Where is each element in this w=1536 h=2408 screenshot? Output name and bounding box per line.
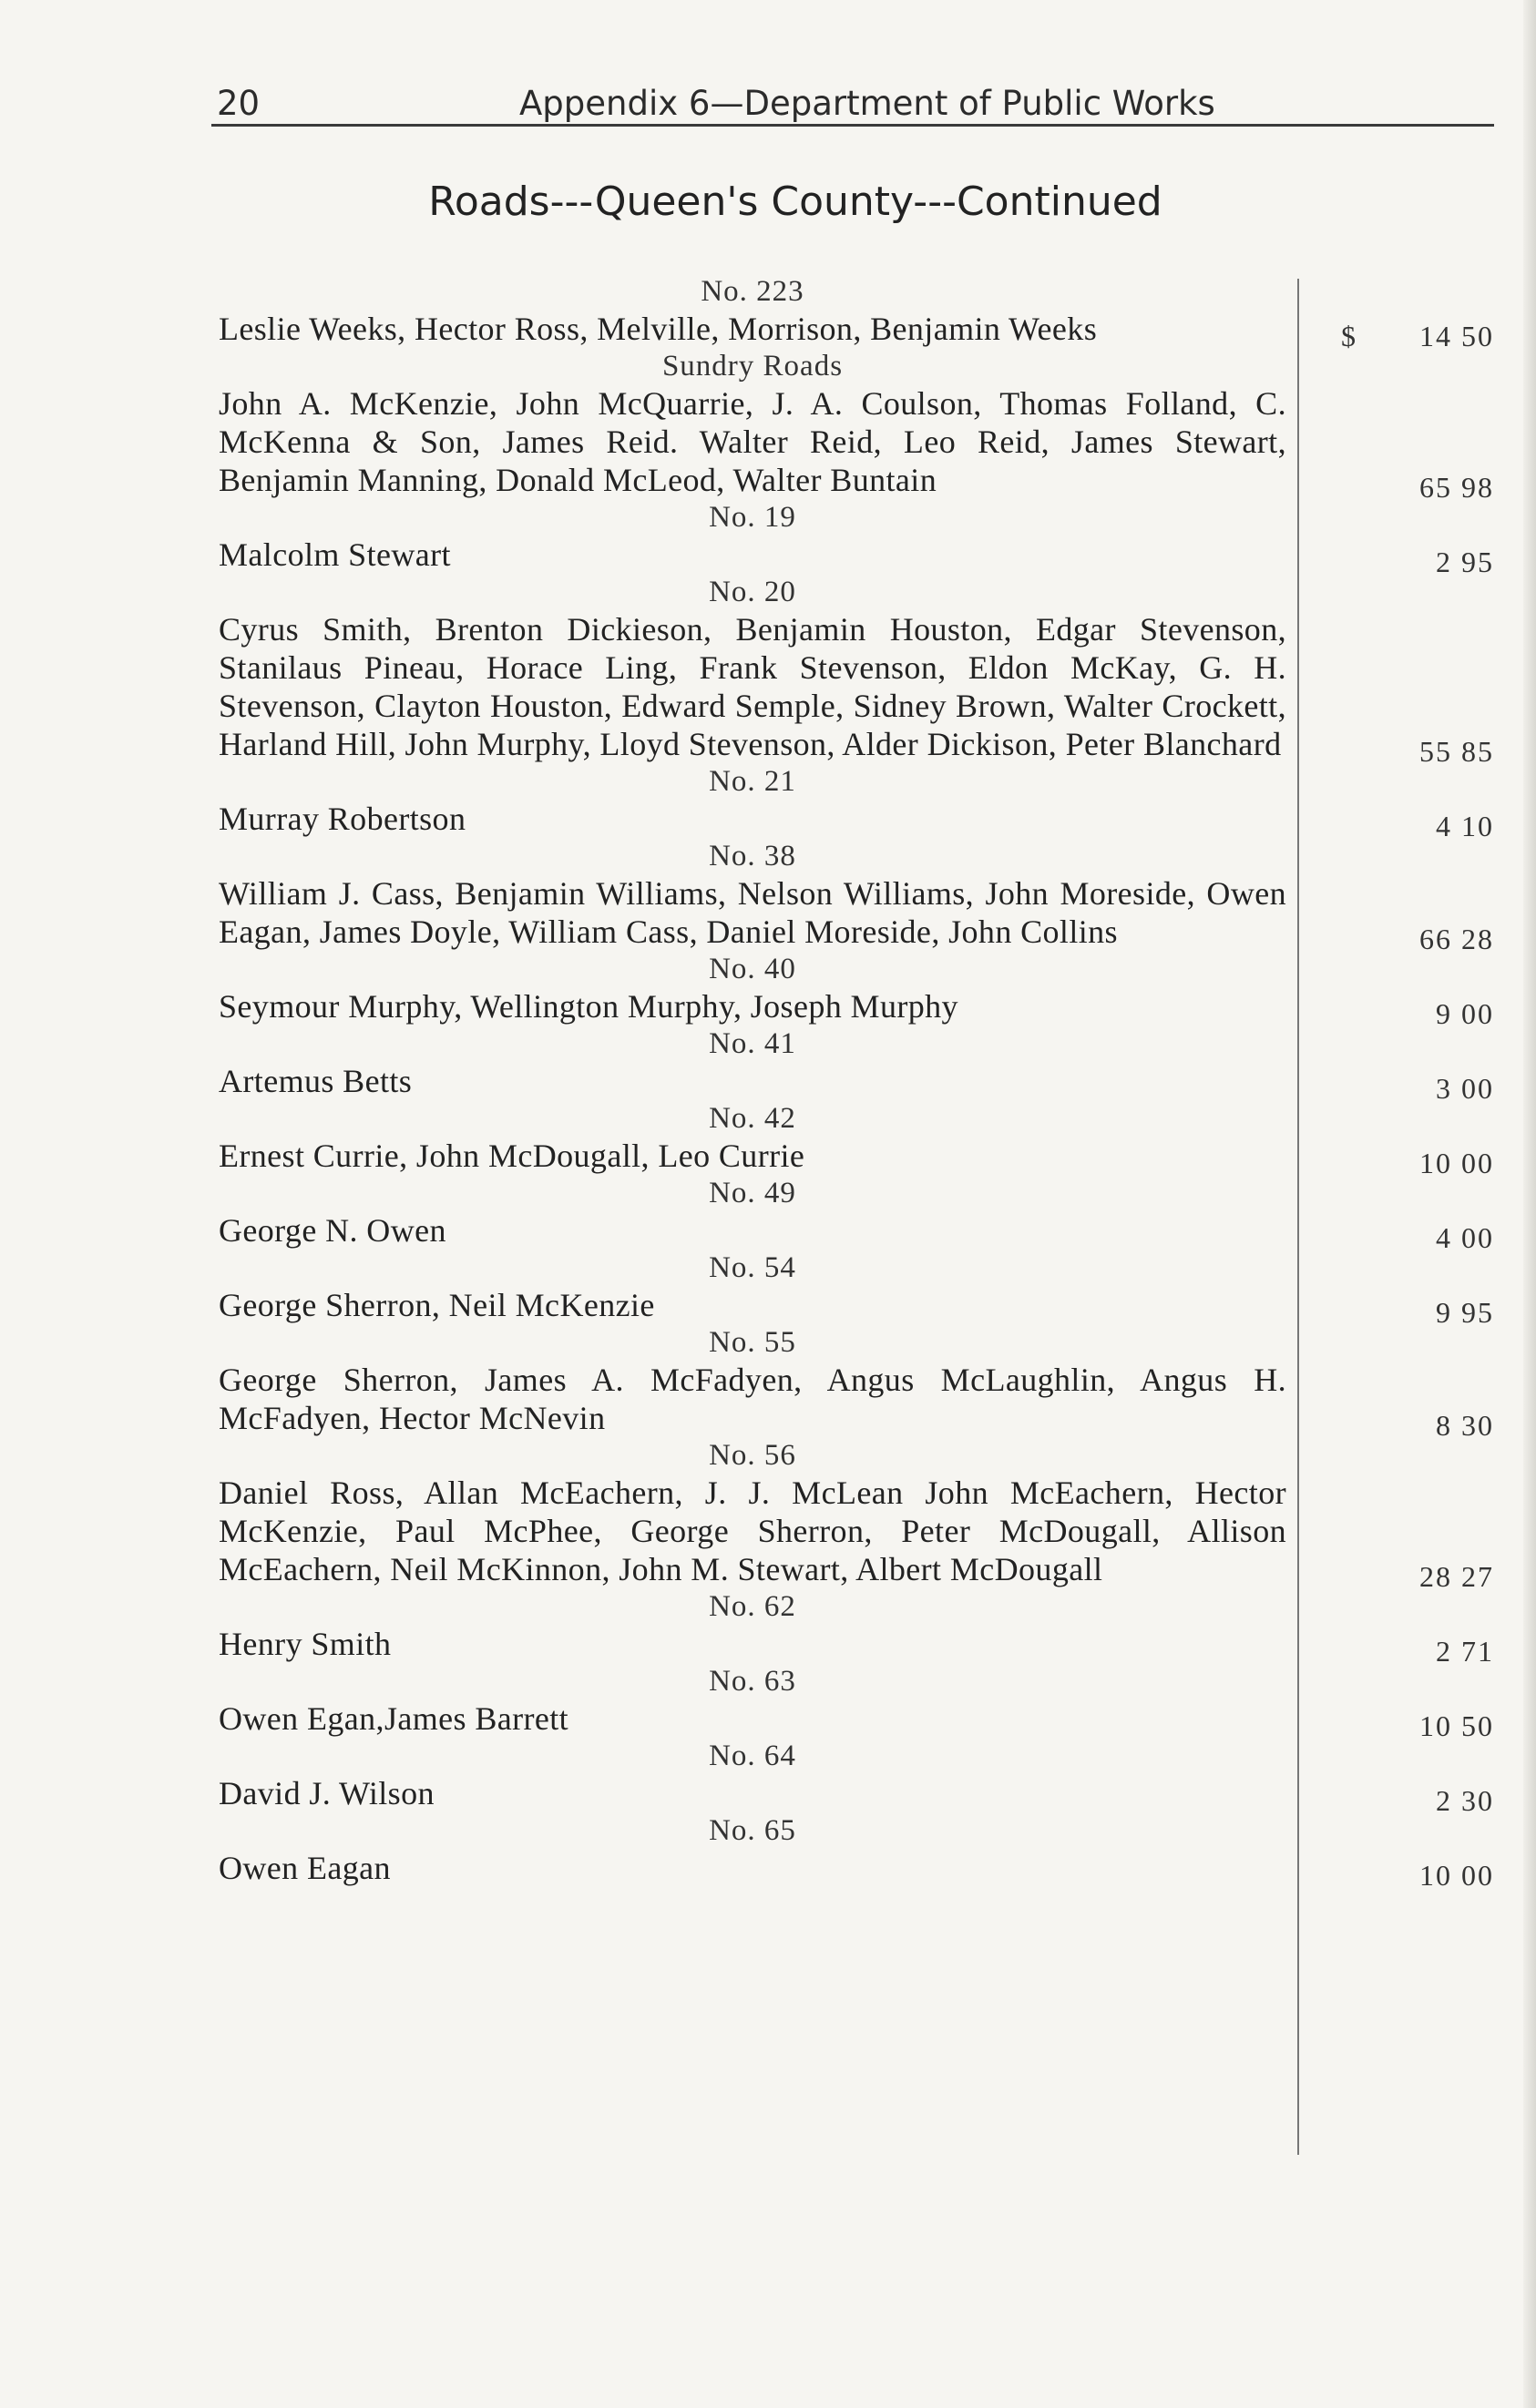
entry-names: Leslie Weeks, Hector Ross, Melville, Morrison, Benjamin Weeks (219, 311, 1098, 347)
list-item (219, 1663, 1494, 1742)
list-item (219, 1100, 1494, 1179)
list-item (219, 348, 1494, 504)
entry-names: Malcolm Stewart (219, 536, 451, 573)
entry-amount: 4 10 (1436, 810, 1494, 842)
entry-names: George Sherron, James A. McFadyen, Angus McLaughlin, Angus H. McFadyen, Hector McNevin (219, 1362, 1286, 1436)
list-item (219, 1588, 1494, 1668)
entry-names: George N. Owen (219, 1212, 446, 1249)
road-number: No. 54 (709, 1251, 796, 1284)
road-number: No. 21 (709, 765, 796, 798)
road-number: No. 65 (709, 1814, 796, 1847)
entry-amount: 3 00 (1436, 1072, 1494, 1105)
entry-amount: 10 00 (1419, 1859, 1494, 1892)
page-edge (1523, 0, 1536, 2408)
road-number: No. 40 (709, 953, 796, 985)
entry-amount: 2 95 (1436, 546, 1494, 578)
list-item (219, 273, 1494, 352)
entry-names: Cyrus Smith, Brenton Dickieson, Benjamin Houston, Edgar Stevenson, Stanilaus Pineau, Horace Ling, Frank Stevenson, Eldon McKay, G. H. Stevenson, Clayton Houston, Edward Semple, Sidney Brown, Walter Crockett, Harland Hill, John Murphy, Lloyd Stevenson, Alder Dickison, Peter Blanchard (219, 611, 1286, 762)
entry-names: Seymour Murphy, Wellington Murphy, Joseph Murphy (219, 988, 958, 1025)
entry-names: Murray Robertson (219, 801, 466, 837)
section-title: Roads---Queen's County---Continued (428, 179, 1162, 225)
entry-names: Owen Eagan (219, 1850, 391, 1886)
entry-amount: 10 00 (1419, 1147, 1494, 1179)
road-number: No. 63 (709, 1665, 796, 1698)
entry-amount: 14 50 (1419, 320, 1494, 352)
running-head: Appendix 6—Department of Public Works (519, 84, 1215, 123)
road-number: Sundry Roads (661, 350, 844, 383)
road-number: No. 41 (709, 1027, 796, 1060)
road-number: No. 38 (709, 840, 796, 872)
entry-amount: 2 30 (1436, 1784, 1494, 1817)
entry-amount: 66 28 (1419, 923, 1494, 955)
list-item (219, 574, 1494, 768)
list-item (219, 1025, 1494, 1105)
road-number: No. 56 (709, 1439, 796, 1472)
page-header (217, 77, 1501, 131)
list-item (219, 1324, 1494, 1442)
list-item (219, 1437, 1494, 1593)
entry-names: Daniel Ross, Allan McEachern, J. J. McLean John McEachern, Hector McKenzie, Paul McPhee, George Sherron, Peter McDougall, Allison McEachern, Neil McKinnon, John M. Stewart, Albert McDougall (219, 1474, 1286, 1587)
entry-amount: 9 95 (1436, 1296, 1494, 1329)
entries-list (219, 273, 1494, 1892)
entry-names: John A. McKenzie, John McQuarrie, J. A. Coulson, Thomas Folland, C. McKenna & Son, James Reid. Walter Reid, Leo Reid, James Stewart, Benjamin Manning, Donald McLeod, Walter Buntain (219, 385, 1286, 498)
list-item (219, 1250, 1494, 1329)
road-number: No. 42 (709, 1102, 796, 1135)
page-number: 20 (217, 84, 261, 123)
entry-amount: 28 27 (1419, 1560, 1494, 1593)
list-item (219, 951, 1494, 1030)
header-rule (211, 124, 1494, 127)
road-number: No. 55 (709, 1326, 796, 1359)
entry-amount: 9 00 (1436, 997, 1494, 1030)
road-number: No. 64 (709, 1740, 796, 1772)
entry-names: George Sherron, Neil McKenzie (219, 1287, 655, 1323)
entry-amount: 65 98 (1419, 471, 1494, 504)
list-item (219, 499, 1494, 578)
entry-names: Henry Smith (219, 1626, 392, 1662)
entry-amount: 2 71 (1436, 1635, 1494, 1668)
road-number: No. 20 (709, 576, 796, 608)
entry-amount: 4 00 (1436, 1221, 1494, 1254)
road-number: No. 223 (701, 275, 804, 308)
entry-names: William J. Cass, Benjamin Williams, Nelson Williams, John Moreside, Owen Eagan, James Doyle, William Cass, Daniel Moreside, John Collins (219, 875, 1286, 950)
list-item (219, 1175, 1494, 1254)
list-item (219, 838, 1494, 955)
entry-names: Owen Egan,James Barrett (219, 1700, 569, 1737)
road-number: No. 62 (709, 1590, 796, 1623)
currency-symbol: $ (1341, 320, 1356, 352)
entry-names: Ernest Currie, John McDougall, Leo Currie (219, 1138, 805, 1174)
list-item (219, 1812, 1494, 1892)
road-number: No. 19 (709, 501, 796, 534)
entry-names: David J. Wilson (219, 1775, 435, 1811)
entry-names: Artemus Betts (219, 1063, 413, 1099)
road-number: No. 49 (709, 1177, 796, 1209)
list-item (219, 763, 1494, 842)
entry-amount: 8 30 (1436, 1409, 1494, 1442)
list-item (219, 1738, 1494, 1817)
entry-amount: 10 50 (1419, 1709, 1494, 1742)
entry-amount: 55 85 (1419, 735, 1494, 768)
